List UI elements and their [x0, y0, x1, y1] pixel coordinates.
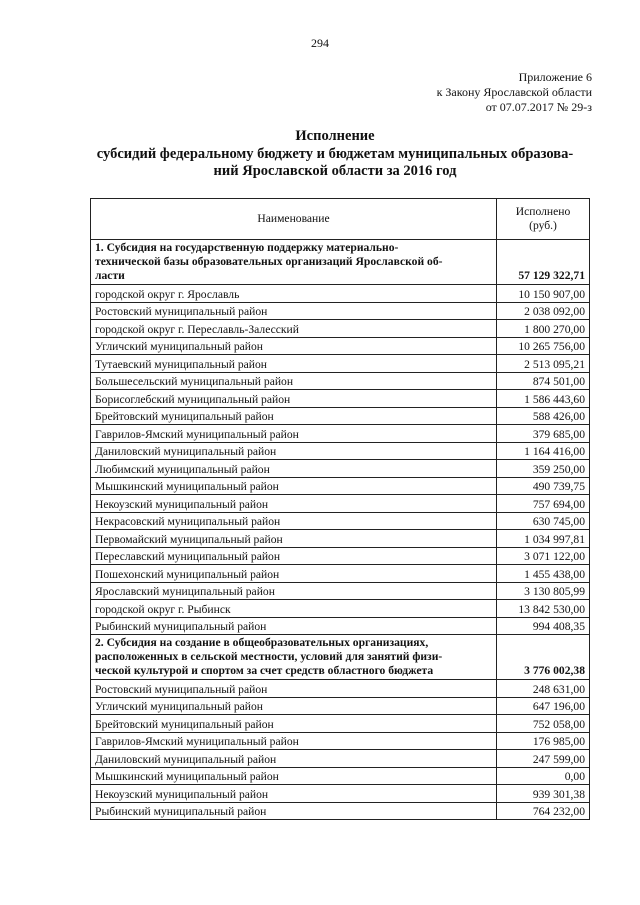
table-row [91, 617, 590, 635]
municipality-name: Ростовский муниципальный район [91, 302, 497, 320]
executed-amount: 10 150 907,00 [497, 285, 590, 303]
table-row [91, 512, 590, 530]
table-row [91, 582, 590, 600]
table-row [91, 547, 590, 565]
header-name: Наименование [91, 199, 497, 240]
executed-amount: 359 250,00 [497, 460, 590, 478]
execution-table [90, 198, 590, 820]
municipality-name: Рыбинский муниципальный район [91, 617, 497, 635]
section-title-line: 1. Субсидия на государственную поддержку материально- [95, 241, 399, 254]
table-row [91, 785, 590, 803]
municipality-name: Угличский муниципальный район [91, 337, 497, 355]
executed-amount: 1 034 997,81 [497, 530, 590, 548]
appendix-line: к Закону Ярославской области [436, 85, 592, 99]
title-line: субсидий федеральному бюджету и бюджетам муниципальных образова- [96, 145, 574, 162]
section-title-line: 2. Субсидия на создание в общеобразовательных организациях, [95, 636, 429, 649]
table-body [91, 199, 590, 820]
municipality-name: Угличский муниципальный район [91, 697, 497, 715]
appendix-note [437, 70, 592, 115]
document-title [60, 128, 610, 181]
executed-amount: 1 800 270,00 [497, 320, 590, 338]
table-row [91, 320, 590, 338]
municipality-name: Гаврилов-Ямский муниципальный район [91, 425, 497, 443]
municipality-name: Любимский муниципальный район [91, 460, 497, 478]
table-row [91, 460, 590, 478]
table-row [91, 767, 590, 785]
table-header-row [91, 199, 590, 240]
title-line: ний Ярославской области за 2016 год [213, 163, 457, 179]
executed-amount: 247 599,00 [497, 750, 590, 768]
municipality-name: Даниловский муниципальный район [91, 442, 497, 460]
executed-amount: 1 164 416,00 [497, 442, 590, 460]
executed-amount: 490 739,75 [497, 477, 590, 495]
section-title-line: расположенных в сельской местности, условий для занятий физи- [95, 650, 443, 663]
header-amount-line: (руб.) [529, 219, 557, 232]
header-amount-line: Исполнено [515, 205, 571, 218]
section-title-line: ческой культурой и спортом за счет средств областного бюджета [95, 664, 434, 677]
table-row [91, 337, 590, 355]
table-row [91, 565, 590, 583]
table-row [91, 425, 590, 443]
table-row [91, 715, 590, 733]
municipality-name: Пошехонский муниципальный район [91, 565, 497, 583]
municipality-name: Брейтовский муниципальный район [91, 407, 497, 425]
section-title-line: технической базы образовательных организаций Ярославской об- [95, 255, 443, 268]
executed-amount: 764 232,00 [497, 802, 590, 820]
table-row [91, 750, 590, 768]
table-row [91, 442, 590, 460]
municipality-name: Гаврилов-Ямский муниципальный район [91, 732, 497, 750]
section-total: 57 129 322,71 [497, 240, 590, 285]
table-row [91, 530, 590, 548]
municipality-name: Некрасовский муниципальный район [91, 512, 497, 530]
municipality-name: городской округ г. Ярославль [91, 285, 497, 303]
executed-amount: 588 426,00 [497, 407, 590, 425]
table-row [91, 407, 590, 425]
executed-amount: 757 694,00 [497, 495, 590, 513]
executed-amount: 379 685,00 [497, 425, 590, 443]
section-row [91, 635, 590, 680]
executed-amount: 2 513 095,21 [497, 355, 590, 373]
section-title [91, 635, 497, 680]
municipality-name: городской округ г. Рыбинск [91, 600, 497, 618]
executed-amount: 1 455 438,00 [497, 565, 590, 583]
header-amount [497, 199, 590, 240]
municipality-name: Ростовский муниципальный район [91, 680, 497, 698]
table-row [91, 697, 590, 715]
table-row [91, 802, 590, 820]
executed-amount: 874 501,00 [497, 372, 590, 390]
section-title [91, 240, 497, 285]
section-title-line: ласти [95, 269, 125, 282]
executed-amount: 3 130 805,99 [497, 582, 590, 600]
executed-amount: 13 842 530,00 [497, 600, 590, 618]
table-row [91, 680, 590, 698]
municipality-name: Первомайский муниципальный район [91, 530, 497, 548]
executed-amount: 2 038 092,00 [497, 302, 590, 320]
municipality-name: Борисоглебский муниципальный район [91, 390, 497, 408]
municipality-name: Некоузский муниципальный район [91, 495, 497, 513]
table-row [91, 285, 590, 303]
municipality-name: Переславский муниципальный район [91, 547, 497, 565]
municipality-name: Большесельский муниципальный район [91, 372, 497, 390]
municipality-name: Даниловский муниципальный район [91, 750, 497, 768]
municipality-name: Тутаевский муниципальный район [91, 355, 497, 373]
executed-amount: 248 631,00 [497, 680, 590, 698]
appendix-line: от 07.07.2017 № 29-з [485, 100, 592, 114]
table-row [91, 732, 590, 750]
municipality-name: Мышкинский муниципальный район [91, 767, 497, 785]
section-total: 3 776 002,38 [497, 635, 590, 680]
municipality-name: городской округ г. Переславль-Залесский [91, 320, 497, 338]
executed-amount: 1 586 443,60 [497, 390, 590, 408]
table-row [91, 600, 590, 618]
executed-amount: 176 985,00 [497, 732, 590, 750]
executed-amount: 630 745,00 [497, 512, 590, 530]
page-number: 294 [311, 36, 329, 50]
table-row [91, 390, 590, 408]
executed-amount: 3 071 122,00 [497, 547, 590, 565]
executed-amount: 994 408,35 [497, 617, 590, 635]
table-row [91, 372, 590, 390]
executed-amount: 647 196,00 [497, 697, 590, 715]
executed-amount: 752 058,00 [497, 715, 590, 733]
table-row [91, 495, 590, 513]
executed-amount: 939 301,38 [497, 785, 590, 803]
executed-amount: 0,00 [497, 767, 590, 785]
municipality-name: Ярославский муниципальный район [91, 582, 497, 600]
municipality-name: Рыбинский муниципальный район [91, 802, 497, 820]
municipality-name: Мышкинский муниципальный район [91, 477, 497, 495]
title-line: Исполнение [295, 128, 375, 144]
table-row [91, 355, 590, 373]
municipality-name: Некоузский муниципальный район [91, 785, 497, 803]
executed-amount: 10 265 756,00 [497, 337, 590, 355]
table-row [91, 477, 590, 495]
appendix-line: Приложение 6 [518, 70, 592, 84]
municipality-name: Брейтовский муниципальный район [91, 715, 497, 733]
section-row [91, 240, 590, 285]
table-row [91, 302, 590, 320]
